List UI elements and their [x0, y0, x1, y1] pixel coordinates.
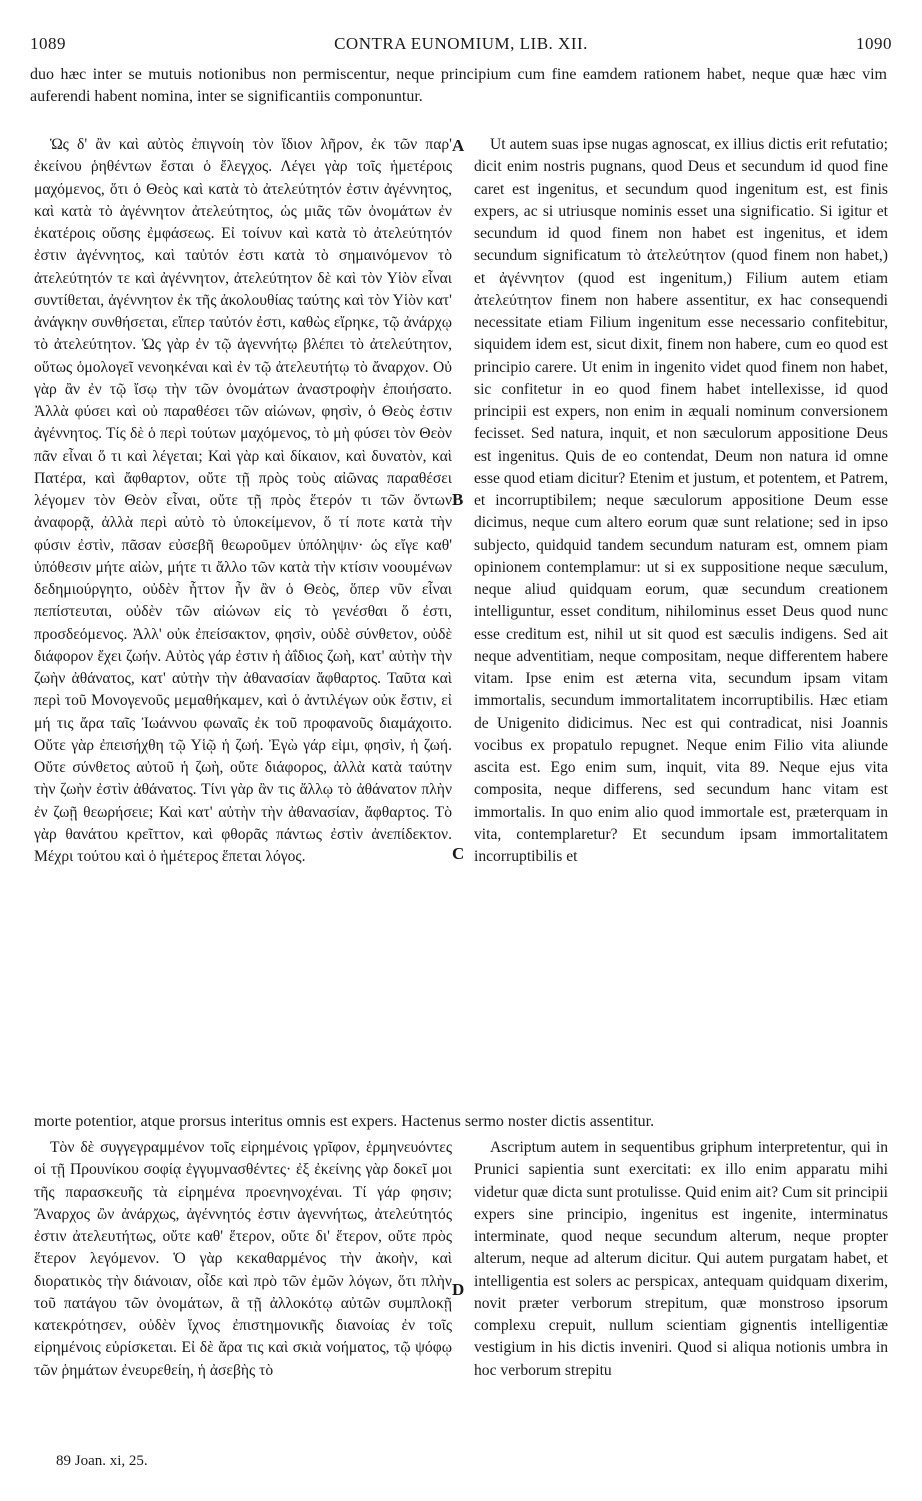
- margin-marker-a: A: [452, 136, 465, 155]
- full-width-line: morte potentior, atque prorsus interitus omnis est expers. Hactenus sermo noster dictis assentitur.: [34, 1113, 655, 1130]
- footnote: 89 Joan. xi, 25.: [56, 1453, 148, 1469]
- page-number-left: 1089: [30, 34, 66, 53]
- margin-marker-d: D: [452, 1280, 465, 1299]
- greek-column-text: Ὡς δ' ἂν καὶ αὐτὸς ἐπιγνοίη τὸν ἴδιον λῆρον, ἐκ τῶν παρ' ἐκείνου ῥηθέντων ἔσται ὁ ἔλεγχος. Λέγει γὰρ τοῖς ἡμετέροις μαχόμενος, ὅτι ὁ Θεὸς καὶ κατὰ τὸ ἀτελεύτητόν ἐστιν ἀγέννητος, καὶ κατὰ τὸ ἀγέννητον ἀτελεύτητος, ὡς μιᾶς τῶν ὀνομάτων ἐν ἑκατέροις οὔσης ἐμφάσεως. Εἰ τοίνυν καὶ κατὰ τὸ ἀτελεύτητόν ἐστιν ἀγέννητος, καὶ ταὐτόν ἐστι κατὰ τὸ σημαινόμενον τὸ ἀτελεύτητόν τε καὶ ἀγέννητον, ἀτελεύτητον δὲ καὶ τὸν Υἱὸν εἶναι συντίθεται, ἀγέννητον ἐκ τῆς ἀκολουθίας ταύτης καὶ τὸν Υἱὸν κατ' ἀνάγκην συνθήσεται, εἴπερ ταὐτόν ἐστι, καθὼς εἴρηκε, τῷ ἀνάρχῳ τὸ ἀτελεύτητον. Ὡς γὰρ ἐν τῷ ἀγεννήτῳ βλέπει τὸ ἀτελεύτητον, οὕτως ὁμολογεῖ νενοηκέναι καὶ ἐν τῷ ἀτελευτήτῳ τὸ ἄναρχον. Οὐ γὰρ ἂν ἐν τῷ ἴσῳ τὴν τῶν ὀνομάτων ἀναστροφὴν ἐποιήσατο. Ἀλλὰ φύσει καὶ οὐ παραθέσει τῶν αἰώνων, φησὶν, ὁ Θεὸς ἐστιν ἀγέννητος. Τίς δὲ ὁ περὶ τούτων μαχόμενος, τὸ μὴ φύσει τὸν Θεὸν πᾶν εἶναι ὅ τι καὶ λέγεται; Καὶ γὰρ καὶ δίκαιον, καὶ δυνατὸν, καὶ Πατέρα, καὶ ἄφθαρτον, οὔτε τῇ πρὸς τοὺς αἰῶνας παραθέσει λέγομεν τὸν Θεὸν εἶναι, οὔτε τῇ πρὸς ἕτερόν τι τῶν ὄντων ἀναφορᾷ, ἀλλὰ περὶ αὐτὸ τὸ ὑποκείμενον, ὅ τί ποτε κατὰ τὴν φύσιν ἐστὶν, πᾶσαν εὐσεβῆ θεωροῦμεν ὑπόληψιν· ὡς εἴγε καθ' ὑπόθεσιν μήτε αἰὼν, μήτε τι ἄλλο τῶν κατὰ τὴν κτίσιν νοουμένων δεδημιούργητο, οὐδὲν ἧττον ἦν ἂν ὁ Θεὸς, ὅπερ νῦν εἶναι πεπίστευται, οὐδὲν τῶν αἰώνων εἰς τὸ γενέσθαι ὅ ἐστι, προσδεόμενος. Ἀλλ' οὐκ ἐπείσακτον, φησὶν, οὐδὲ σύνθετον, οὐδὲ διάφορον ἔχει ζωήν. Αὐτὸς γάρ ἐστιν ἡ ἀΐδιος ζωὴ, κατ' αὐτὴν τὴν ζωὴν ἀθάνατος, κατ' αὐτὴν τὴν ἀθανασίαν ἄφθαρτος. Ταῦτα καὶ περὶ τοῦ Μονογενοῦς μεμαθήκαμεν, καὶ ὁ ἀντιλέγων οὐκ ἔστιν, εἰ μή τις ἄρα ταῖς Ἰωάννου φωναῖς ἐκ τοῦ προφανοῦς διαμάχοιτο. Οὔτε γὰρ ἐπεισήχθη τῷ Υἱῷ ἡ ζωή. Ἐγὼ γάρ εἰμι, φησὶν, ἡ ζωή. Οὔτε σύνθετος αὐτοῦ ἡ ζωὴ, οὔτε διάφορος, ἀλλὰ κατὰ ταύτην τὴν ζωὴν ἐστὶν ἀθάνατος. Τίνι γὰρ ἂν τις ἄλλῳ τὸ ἀθάνατον πλὴν ἐν ζωῇ θεωρήσειε; Καὶ κατ' αὐτὴν τὴν ἀθανασίαν, ἄφθαρτος. Τὸ γὰρ θανάτου κρεῖττον, καὶ φθορᾶς πάντως ἐστὶν ἀνεπίδεκτον. Μέχρι τούτου καὶ ὁ ἡμέτερος ἕπεται λόγος.: [34, 136, 452, 865]
- latin-column-text: Ut autem suas ipse nugas agnoscat, ex illius dictis erit refutatio; dicit enim nostris pugnans, quod Deus et secundum id quod fine caret est ingenitus, et secundum quod ingenitum est, est finis expers, ac si utriusque nominis esset una significatio. Si igitur et secundum id quod finem non habet est ingenitus, et idem secundum significatum τὸ ἀτελεύτητον (quod finem non habet,) et ἀγέννητον (quod est ingenitum,) Filium autem etiam ἀτελεύτητον finem non habere assentitur, ex hac consequendi necessitate etiam Filium ingenitum esse necessario confitebitur, siquidem idem est, sicut dixit, finem non habere, cum eo quod est principio carere. Ut enim in ingenito videt quod finem non habet, sic confitetur in eo quod finem habet intellexisse, id quod principii est expers, non enim in æquali nominum conversionem fecisset. Sed natura, inquit, et non sæculorum appositione Deus est ingenitus. Quis de eo contendat, Deum non natura id omne esse quod etiam dicitur? Etenim et justum, et potentem, et Patrem, et incorruptibilem; neque sæculorum appositione Deum esse dicimus, neque cum altero eorum quæ sunt relatione; sed in ipso subjecto, quidquid tandem secundum naturam est, omnem piam opinionem contemplamur: ut si ex suppositione neque sæculum, neque aliud quidquam eorum, quæ secundum creationem intelliguntur, esset conditum, nihilominus esset Deus quod nunc esse creditum est, nihil ut sit quod est sæculis indigens. Sed ait neque adventitiam, neque compositam, neque differentem habere vitam. Ipse enim est æterna vita, secundum ipsam vitam immortalis, secundum immortalitatem incorruptibilis. Hæc etiam de Unigenito didicimus. Nec est qui contradicat, nisi Joannis vocibus ex propatulo repugnet. Neque enim Filio vita aliunde ascita est. Ego enim sum, inquit, vita 89. Neque ejus vita composita, neque differens, sed secundum hanc vitam est immortalis. In quo enim alio quod immortale est, præterquam in vita, contemplaretur? Et secundum ipsam immortalitatem incorruptibilis et: [474, 136, 888, 865]
- greek-column-text-2: Τὸν δὲ συγγεγραμμένον τοῖς εἰρημένοις γρῖφον, ἑρμηνευόντες οἱ τῇ Προυνίκου σοφίᾳ ἐγγυμνασθέντες· ἐξ ἐκείνης γὰρ δοκεῖ μοι τῆς παρασκευῆς τὰ εἰρημένα προενηνοχέναι. Τί γάρ φησιν; Ἄναρχος ὢν ἀνάρχως, ἀγέννητός ἐστιν ἀγεννήτως, ἀτελεύτητός ἐστιν ἀτελευτήτως, οὔτε καθ' ἕτερον, οὔτε δι' ἕτερον, οὔτε πρὸς ἕτερον λεγόμενον. Ὁ γὰρ κεκαθαρμένος τὴν ἀκοὴν, καὶ διορατικὸς τὴν διάνοιαν, οἶδε καὶ πρὸ τῶν ἐμῶν λόγων, ὅτι πλὴν τοῦ πατάγου τῶν ὀνομάτων, ἃ τῇ ἀλλοκότῳ αὐτῶν συμπλοκῇ κατεκρότησεν, οὐδὲν ἴχνος ἐπιστημονικῆς διανοίας ἐν τοῖς εἰρημένοις εὑρίσκεται. Εἰ δὲ ἄρα τις καὶ σκιὰ νοήματος, τῷ ψόφῳ τῶν ῥημάτων ἐνευρεθείη, ἡ ἀσεβὴς τὸ: [34, 1139, 452, 1379]
- margin-marker-b: B: [452, 490, 464, 509]
- page-number-right: 1090: [856, 34, 892, 53]
- intro-paragraph: duo hæc inter se mutuis notionibus non permiscentur, neque principium cum fine eamdem rationem habet, neque quæ hæc vim auferendi habent nomina, inter se significantiis componuntur.: [30, 66, 887, 105]
- running-title: CONTRA EUNOMIUM, LIB. XII.: [334, 34, 588, 53]
- page-header: [30, 34, 892, 58]
- margin-marker-c: C: [452, 844, 465, 863]
- latin-column-text-2: Ascriptum autem in sequentibus griphum interpretentur, qui in Prunici sapientia sunt exercitati: ex illo enim apparatu mihi videtur quæ dicta sunt protulisse. Quid enim ait? Cum sit principii expers sine principio, ingenitus est ingenite, interminatus interminate, quod neque secundum alterum, neque propter alterum, neque ad alterum dicitur. Qui autem purgatam habet, et intelligentia est solers ac perspicax, antequam quidquam dixerim, novit præter verborum strepitum, quæ monstroso ipsorum complexu crepuit, nullum scientiam gignentis intelligentiæ vestigium in his dictis inveniri. Quod si aliqua notionis umbra in hoc verborum strepitu: [474, 1139, 888, 1379]
